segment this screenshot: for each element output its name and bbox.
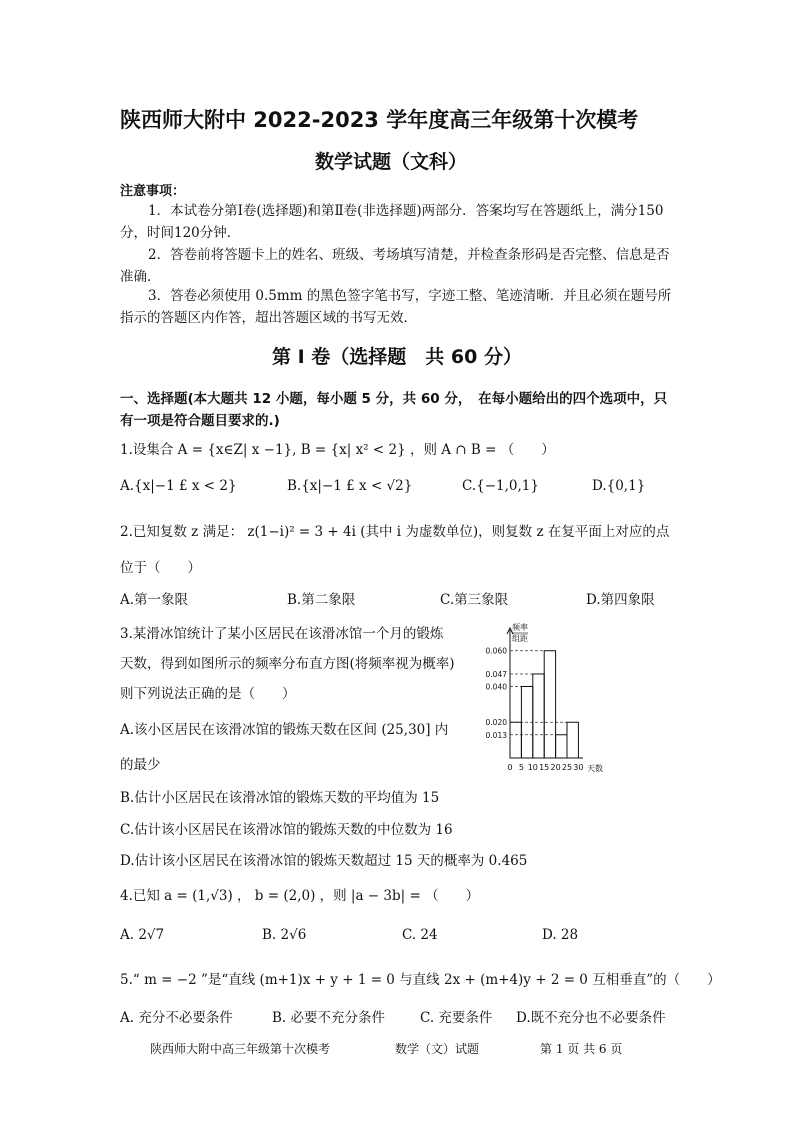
question-2-stem-line-2: 位于（ ） (120, 560, 201, 576)
y-tick-label: 0.060 (485, 646, 507, 656)
question-4-option-c: C. 24 (402, 927, 438, 943)
notice-heading: 注意事项： (120, 184, 186, 199)
x-tick-label: 30 (573, 763, 584, 772)
question-1-option-c: C.{−1,0,1} (462, 478, 539, 494)
x-tick-label: 10 (527, 763, 538, 772)
histogram-bar (556, 735, 567, 758)
notice-item-3: 3．答卷必须使用 0.5mm 的黑色签字笔书写，字迹工整、笔迹清晰．并且必须在题号所指示的答题区内作答，超出答题区域的书写无效． (120, 288, 672, 326)
y-axis-label-top: 频率 (512, 623, 528, 632)
part-one-heading: 一、选择题(本大题共 12 小题，每小题 5 分，共 60 分， 在每小题给出的四个选项中，只有一项是符合题目要求的.) (120, 391, 668, 429)
question-2-option-d: D.第四象限 (586, 592, 655, 608)
question-2-option-c: C.第三象限 (440, 592, 509, 608)
question-2-option-a: A.第一象限 (120, 592, 189, 608)
y-axis-label-bottom: 组距 (512, 634, 528, 643)
question-3-option-d: D.估计该小区居民在该滑冰馆的锻炼天数超过 15 天的概率为 0.465 (120, 853, 528, 869)
frequency-histogram (478, 620, 668, 780)
section-title: 第 Ⅰ 卷（选择题 共 60 分） (272, 346, 522, 368)
question-5-stem: 5.“ m = −2 ”是“直线 (m+1)x + y + 1 = 0 与直线 2x + (m+4)y + 2 = 0 互相垂直”的（ ） (120, 972, 721, 988)
question-5-option-b: B. 必要不充分条件 (272, 1010, 386, 1026)
question-5-option-a: A. 充分不必要条件 (120, 1010, 233, 1026)
notice-item-1: 1．本试卷分第Ⅰ卷(选择题)和第Ⅱ卷(非选择题)两部分．答案均写在答题纸上，满分150分，时间120分钟． (120, 203, 664, 241)
question-1-option-a: A.{x|−1 £ x < 2} (120, 478, 237, 494)
question-5-option-d: D.既不充分也不必要条件 (516, 1010, 666, 1026)
y-tick-label: 0.047 (485, 669, 507, 679)
question-3-stem-line-3: 则下列说法正确的是（ ） (120, 686, 296, 702)
question-1-option-b: B.{x|−1 £ x < √2} (287, 478, 413, 494)
y-tick-label: 0.040 (485, 682, 507, 692)
question-2-stem-line-1: 2.已知复数 z 满足： z(1−i)² = 3 + 4i (其中 i 为虚数单位)，则复数 z 在复平面上对应的点 (120, 524, 670, 540)
exam-title: 陕西师大附中 2022-2023 学年度高三年级第十次模考 (120, 108, 639, 132)
histogram-bar (544, 651, 555, 758)
y-tick-label: 0.020 (485, 718, 507, 728)
x-tick-label: 20 (550, 763, 561, 772)
question-1-option-d: D.{0,1} (592, 478, 646, 494)
x-tick-label: 25 (561, 763, 573, 772)
y-tick-label: 0.013 (485, 730, 507, 740)
histogram-bar (567, 722, 578, 758)
question-2-option-b: B.第二象限 (287, 592, 356, 608)
x-tick-label: 15 (539, 763, 550, 772)
histogram-bar (533, 674, 544, 758)
question-4-option-d: D. 28 (542, 927, 579, 943)
histogram-bar (510, 722, 521, 758)
question-4-option-a: A. 2√7 (120, 927, 165, 943)
exam-subtitle: 数学试题（文科） (315, 151, 468, 173)
question-3-option-a-line-1: A.该小区居民在该滑冰馆的锻炼天数在区间 (25,30] 内 (120, 722, 449, 738)
question-4-option-b: B. 2√6 (262, 927, 307, 943)
question-3-option-b: B.估计小区居民在该滑冰馆的锻炼天数的平均值为 15 (120, 790, 440, 806)
footer-page: 第 1 页 共 6 页 (540, 1042, 623, 1056)
question-3-option-c: C.估计该小区居民在该滑冰馆的锻炼天数的中位数为 16 (120, 822, 453, 838)
footer-subject: 数学（文）试题 (395, 1042, 480, 1056)
footer-school: 陕西师大附中高三年级第十次模考 (150, 1042, 331, 1056)
question-3-stem-line-1: 3.某滑冰馆统计了某小区居民在该滑冰馆一个月的锻炼 (120, 626, 444, 642)
notice-item-2: 2．答卷前将答题卡上的姓名、班级、考场填写清楚，并检查条形码是否完整、信息是否准确． (120, 247, 670, 285)
question-3-option-a-line-2: 的最少 (120, 757, 161, 773)
x-axis-label: 天数 (586, 764, 603, 773)
question-1-stem: 1.设集合 A = {x∈Z| x −1}, B = {x| x² < 2} ，则 A ∩ B = （ ） (120, 442, 555, 458)
x-tick-label: 5 (518, 763, 524, 772)
question-3-stem-line-2: 天数，得到如图所示的频率分布直方图(将频率视为概率) (120, 656, 455, 672)
x-tick-label: 0 (507, 763, 513, 772)
question-4-stem: 4.已知 a = (1,√3) ， b = (2,0) ，则 |a − 3b| = （ ） (120, 888, 480, 904)
question-5-option-c: C. 充要条件 (420, 1010, 493, 1026)
